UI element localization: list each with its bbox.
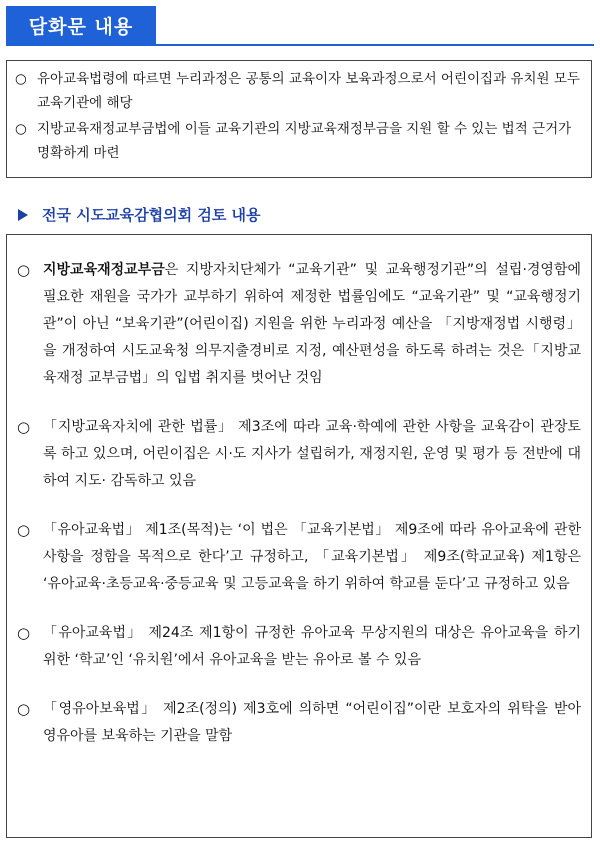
triangle-right-icon xyxy=(18,209,28,221)
speech-item-text: 지방교육재정교부금법에 이들 교육기관의 지방교육재정부금을 지원 할 수 있는 법적 근거가 명확하게 마련 xyxy=(37,121,572,161)
review-item xyxy=(17,414,581,495)
circle-bullet-icon: ○ xyxy=(17,261,31,279)
review-item xyxy=(17,257,581,392)
speech-item xyxy=(15,117,583,165)
review-section-title xyxy=(18,204,261,225)
circle-bullet-icon: ○ xyxy=(17,521,31,539)
review-item-text: 「유아교육법」 제1조(목적)는 ‘이 법은 「교육기본법」 제9조에 따라 유아교육에 관한 사항을 정함을 목적으로 한다’고 규정하고, 「교육기본법」 제9조(학교교육) 제1항은 ‘유아교육·초등교육·중등교육 및 고등교육을 하기 위하여 학교를 둔다’고 규정하고 있음 xyxy=(43,522,581,592)
circle-bullet-icon: ○ xyxy=(17,624,31,642)
review-item xyxy=(17,696,581,750)
review-item-body: 은 지방자치단체가 “교육기관” 및 교육행정기관”의 설립·경영함에 필요한 재원을 국가가 교부하기 위하여 제정한 법률임에도 “교육기관” 및 “교육행정기관”이 아닌 “보육기관”(어린이집) 지원을 위한 누리과정 예산을 「지방재정법 시행령」을 개정하여 시도교육청 의무지출경비로 지정, 예산편성을 하도록 하려는 것은「지방교육재정 교부금법」의 입법 취지를 벗어난 것임 xyxy=(43,262,581,386)
circle-bullet-icon: ○ xyxy=(15,121,27,137)
circle-bullet-icon: ○ xyxy=(17,418,31,436)
review-item-text: 「지방교육자치에 관한 법률」 제3조에 따라 교육·학예에 관한 사항을 교육감이 관장토록 하고 있으며, 어린이집은 시·도 지사가 설립허가, 재정지원, 운영 및 평가 등 전반에 대하여 지도· 감독하고 있음 xyxy=(43,419,581,489)
review-content-box xyxy=(6,234,592,838)
review-item xyxy=(17,620,581,674)
review-item-lead: 지방교육재정교부금 xyxy=(43,262,165,278)
circle-bullet-icon: ○ xyxy=(17,700,31,718)
circle-bullet-icon: ○ xyxy=(15,71,27,87)
review-item-text xyxy=(43,257,581,392)
speech-item xyxy=(15,67,583,115)
review-title-text: 전국 시도교육감협의회 검토 내용 xyxy=(42,206,261,224)
speech-summary-box xyxy=(6,60,592,178)
review-item-text: 「유아교육법」 제24조 제1항이 규정한 유아교육 무상지원의 대상은 유아교육을 하기 위한 ‘학교’인 ‘유치원’에서 유아교육을 받는 유아로 볼 수 있음 xyxy=(43,625,581,668)
heading-divider xyxy=(6,44,594,46)
section-heading xyxy=(6,6,156,44)
review-item-text: 「영유아보육법」 제2조(정의) 제3호에 의하면 “어린이집”이란 보호자의 위탁을 받아 영유아를 보육하는 기관을 말함 xyxy=(43,701,581,744)
section-heading-label: 담화문 내용 xyxy=(28,15,134,38)
speech-item-text: 유아교육법령에 따르면 누리과정은 공통의 교육이자 보육과정으로서 어린이집과 유치원 모두 교육기관에 해당 xyxy=(37,71,580,111)
review-item xyxy=(17,517,581,598)
